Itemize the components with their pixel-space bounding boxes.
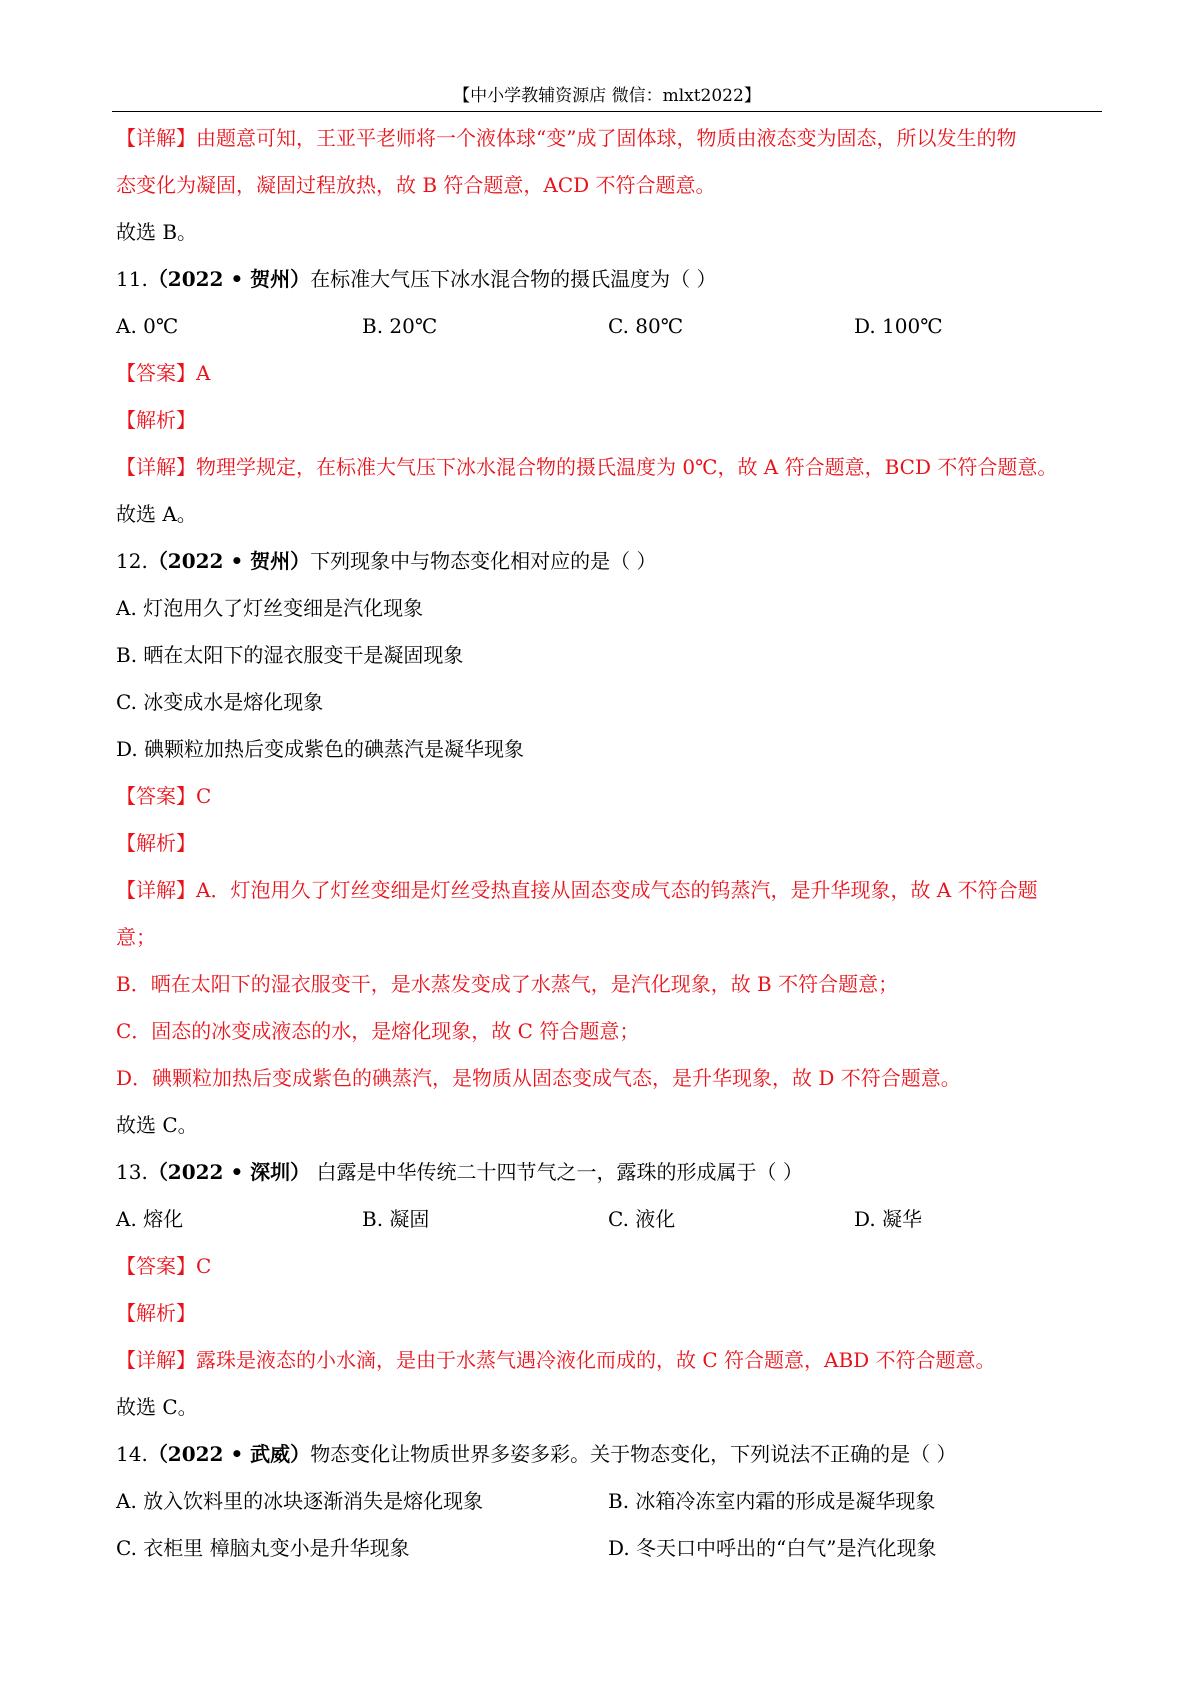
q12-number: 12. (116, 549, 148, 573)
q14-option-b: B. 冰箱冷冻室内霜的形成是凝华现象 (608, 1489, 936, 1513)
q12-detail-b: B．晒在太阳下的湿衣服变干，是水蒸发变成了水蒸气，是汽化现象，故 B 不符合题意； (116, 972, 899, 996)
q14-stem: 物态变化让物质世界多姿多彩。关于物态变化，下列说法不正确的是（ ） (310, 1442, 957, 1466)
q10-detail-line1: 【详解】由题意可知，王亚平老师将一个液体球“变”成了固体球，物质由液态变为固态，所以发生的物 (116, 126, 1017, 150)
q12-source: （2022 • 贺州） (147, 549, 311, 573)
q12-detail-line2: 意； (116, 925, 156, 949)
q12-detail-d: D．碘颗粒加热后变成紫色的碘蒸汽，是物质从固态变成气态，是升华现象，故 D 不符合题意。 (116, 1066, 961, 1090)
q11-option-d: D. 100℃ (854, 314, 943, 338)
q11-answer: 【答案】A (116, 361, 211, 385)
q14-stem-line (116, 1440, 957, 1468)
q12-stem-line (116, 547, 657, 575)
q14-option-a: A. 放入饮料里的冰块逐渐消失是熔化现象 (116, 1489, 484, 1513)
q11-option-b: B. 20℃ (362, 314, 438, 338)
q12-option-a: A. 灯泡用久了灯丝变细是汽化现象 (116, 596, 424, 620)
q12-detail-line1: 【详解】A．灯泡用久了灯丝变细是灯丝受热直接从固态变成气态的钨蒸汽，是升华现象，故 A 不符合题 (116, 878, 1038, 902)
q10-detail-line2: 态变化为凝固，凝固过程放热，故 B 符合题意，ACD 不符合题意。 (116, 173, 716, 197)
q13-stem-line (116, 1158, 803, 1186)
q13-option-c: C. 液化 (608, 1207, 676, 1231)
q12-analysis: 【解析】 (116, 831, 196, 855)
q12-option-d: D. 碘颗粒加热后变成紫色的碘蒸汽是凝华现象 (116, 737, 525, 761)
q14-option-c: C. 衣柜里 樟脑丸变小是升华现象 (116, 1536, 410, 1560)
q11-option-a: A. 0℃ (116, 314, 179, 338)
q13-choose: 故选 C。 (116, 1395, 198, 1419)
q11-analysis: 【解析】 (116, 408, 196, 432)
q12-option-b: B. 晒在太阳下的湿衣服变干是凝固现象 (116, 643, 464, 667)
q14-number: 14. (116, 1442, 148, 1466)
q12-answer: 【答案】C (116, 784, 212, 808)
q11-source: （2022 • 贺州） (147, 267, 311, 291)
q13-answer: 【答案】C (116, 1254, 212, 1278)
q13-detail: 【详解】露珠是液态的小水滴，是由于水蒸气遇冷液化而成的，故 C 符合题意，ABD 不符合题意。 (116, 1348, 996, 1372)
q13-option-b: B. 凝固 (362, 1207, 430, 1231)
q12-stem: 下列现象中与物态变化相对应的是（ ） (310, 549, 657, 573)
q11-option-c: C. 80℃ (608, 314, 684, 338)
header-rule (112, 111, 1102, 112)
q12-choose: 故选 C。 (116, 1113, 198, 1137)
q13-option-d: D. 凝华 (854, 1207, 923, 1231)
q14-option-d: D. 冬天口中呼出的“白气”是汽化现象 (608, 1536, 937, 1560)
q11-choose: 故选 A。 (116, 502, 197, 526)
q13-stem: 白露是中华传统二十四节气之一，露珠的形成属于（ ） (310, 1160, 803, 1184)
q13-source: （2022 • 深圳） (147, 1160, 311, 1184)
q14-source: （2022 • 武威） (147, 1442, 311, 1466)
q13-analysis: 【解析】 (116, 1301, 196, 1325)
q13-option-a: A. 熔化 (116, 1207, 184, 1231)
q12-detail-c: C．固态的冰变成液态的水，是熔化现象，故 C 符合题意； (116, 1019, 640, 1043)
q11-stem-line (116, 265, 717, 293)
page-header: 【中小学教辅资源店 微信：mlxt2022】 (453, 86, 761, 106)
q11-detail: 【详解】物理学规定，在标准大气压下冰水混合物的摄氏温度为 0℃，故 A 符合题意，BCD 不符合题意。 (116, 455, 1058, 479)
q13-number: 13. (116, 1160, 148, 1184)
q12-option-c: C. 冰变成水是熔化现象 (116, 690, 324, 714)
q10-choose: 故选 B。 (116, 220, 198, 244)
q11-stem: 在标准大气压下冰水混合物的摄氏温度为（ ） (310, 267, 717, 291)
q11-number: 11. (116, 267, 148, 291)
